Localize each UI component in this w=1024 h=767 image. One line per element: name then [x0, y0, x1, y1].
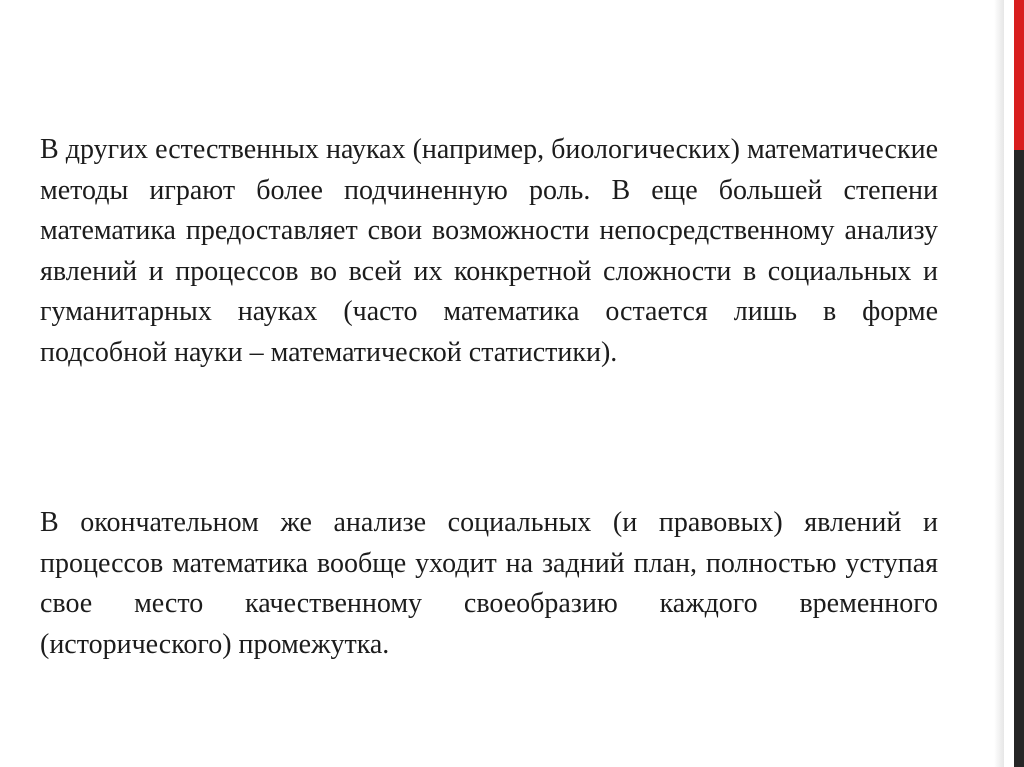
edge-dark-bar [1014, 150, 1024, 767]
body-paragraph-1: В других естественных науках (например, биологических) математические методы играют более подчиненную роль. В еще большей степени математика предоставляет свои возможности непосредственному анализу явлений и процессов во всей их конкретной сложности в социальных и гуманитарных науках (часто математика остается лишь в форме подсобной науки – математической статистики). [40, 134, 938, 368]
edge-gap-decoration [1004, 0, 1014, 767]
edge-red-bar [1014, 0, 1024, 150]
body-paragraph-2: В окончательном же анализе социальных (и правовых) явлений и процессов математика вообще уходит на задний план, полностью уступая свое место качественному своеобразию каждого временного (исторического) промежутка. [40, 507, 938, 660]
edge-shadow-decoration [994, 0, 1004, 767]
